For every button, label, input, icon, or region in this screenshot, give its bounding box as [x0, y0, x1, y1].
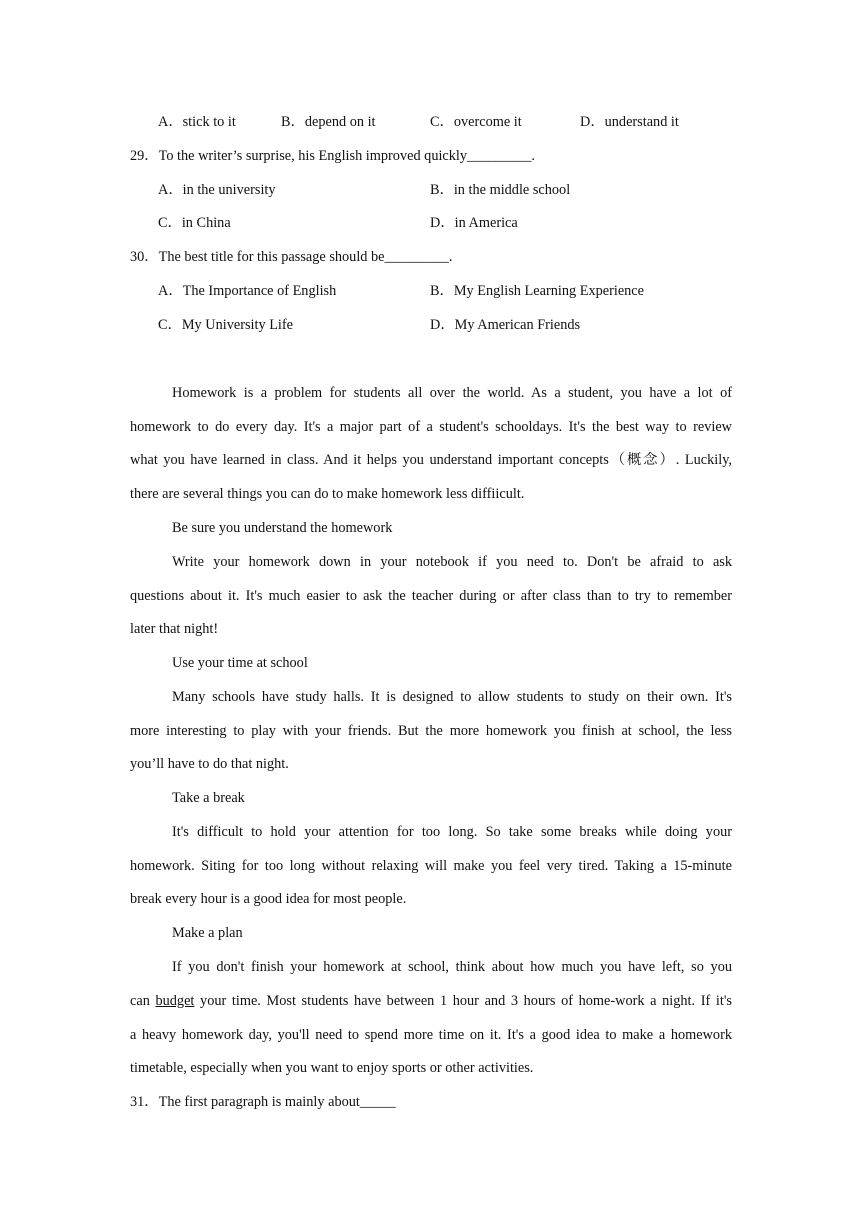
p4-line-4: timetable, especially when you want to enjoy sports or other activities. [130, 1060, 534, 1076]
intro-line-1: Homework is a problem for students all over the world. As a student, you have a lot of [172, 385, 732, 401]
q29-option-d[interactable]: D．in America [430, 215, 518, 231]
q30-option-a[interactable]: A．The Importance of English [158, 283, 337, 299]
p2-line-2: more interesting to play with your friends. But the more homework you finish at school, the less [130, 723, 732, 739]
p4-line-2-post: your time. Most students have between 1 hour and 3 hours of home-work a night. If it's [194, 993, 732, 1009]
intro-line-2: homework to do every day. It's a major part of a student's schooldays. It's the best way to review [130, 419, 732, 435]
p1-line-1: Write your homework down in your notebook if you need to. Don't be afraid to ask [172, 554, 732, 570]
q28-option-d[interactable]: D．understand it [580, 114, 679, 130]
p4-line-3: a heavy homework day, you'll need to spend more time on it. It's a good idea to make a homework [130, 1027, 732, 1043]
p4-line-2-pre: can [130, 993, 156, 1009]
p1-line-2: questions about it. It's much easier to ask the teacher during or after class than to try to remember [130, 588, 732, 604]
q28-option-c[interactable]: C．overcome it [430, 114, 522, 130]
q30-stem: 30．The best title for this passage should be_________. [130, 249, 453, 265]
q29-option-a[interactable]: A．in the university [158, 182, 276, 198]
p3-line-2: homework. Siting for too long without relaxing will make you feel very tired. Taking a 15-minute [130, 858, 732, 874]
q28-option-b[interactable]: B．depend on it [281, 114, 376, 130]
q31-stem: 31．The first paragraph is mainly about_____ [130, 1094, 396, 1110]
p3-line-3: break every hour is a good idea for most people. [130, 891, 407, 907]
q30-option-b[interactable]: B．My English Learning Experience [430, 283, 644, 299]
p2-line-3: you’ll have to do that night. [130, 756, 289, 772]
q30-option-d[interactable]: D．My American Friends [430, 317, 581, 333]
q29-option-c[interactable]: C．in China [158, 215, 231, 231]
section-heading-make-plan: Make a plan [172, 925, 243, 941]
q30-option-c[interactable]: C．My University Life [158, 317, 294, 333]
p2-line-1: Many schools have study halls. It is designed to allow students to study on their own. It's [172, 689, 732, 705]
p4-line-1: If you don't finish your homework at school, think about how much you have left, so you [172, 959, 732, 975]
section-heading-understand: Be sure you understand the homework [172, 520, 393, 536]
intro-line-3: what you have learned in class. And it helps you understand important concepts（概念）. Luckily, [130, 452, 732, 468]
q29-option-b[interactable]: B．in the middle school [430, 182, 571, 198]
p4-line-2 [130, 992, 732, 1010]
p3-line-1: It's difficult to hold your attention for too long. So take some breaks while doing your [172, 824, 732, 840]
q29-stem: 29．To the writer’s surprise, his English improved quickly_________. [130, 148, 535, 164]
underlined-word-budget: budget [155, 993, 195, 1009]
q28-option-a[interactable]: A．stick to it [158, 114, 236, 130]
intro-line-4: there are several things you can do to make homework less diffiicult. [130, 486, 525, 502]
section-heading-time-at-school: Use your time at school [172, 655, 308, 671]
p1-line-3: later that night! [130, 621, 219, 637]
section-heading-take-break: Take a break [172, 790, 245, 806]
